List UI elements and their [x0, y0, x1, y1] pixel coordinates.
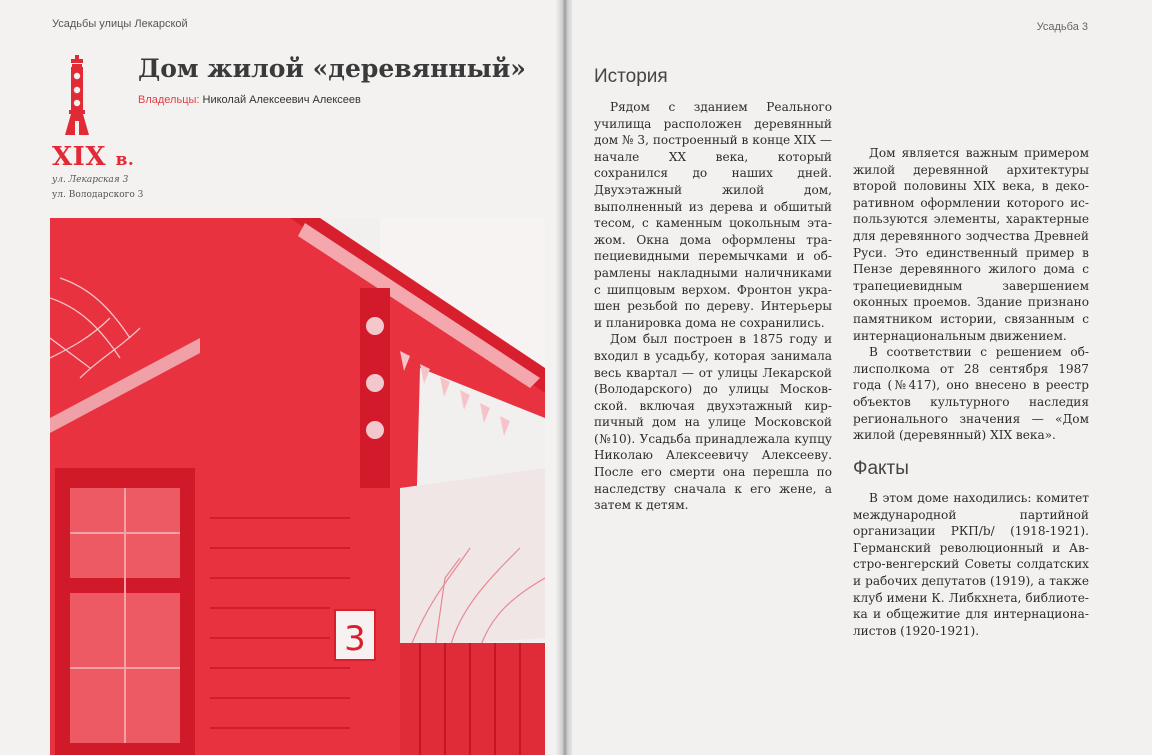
owners-value: Николай Алексеевич Алексеев	[202, 94, 361, 106]
house-number: 3	[344, 619, 366, 659]
facts-heading: Факты	[853, 458, 909, 479]
owners-line	[138, 94, 361, 106]
address-line-2: ул. Володарского 3	[52, 190, 144, 200]
history-column-2	[853, 145, 1089, 444]
history-paragraph: В соответствии с решением облисполкома от 28 сентября 1987 года (№417), оно внесено в реестр объектов культурного наследия регионального значения — «Дом жилой (деревянный) XIX века».	[853, 345, 1089, 443]
house-photo	[50, 218, 545, 755]
century-suffix: в.	[115, 150, 135, 170]
address-line-1: ул. Лекарская 3	[52, 175, 129, 185]
page-title: Дом жилой «деревянный»	[138, 54, 526, 83]
history-paragraph: Дом является важным примером жилой деревянной архитектуры второй половины XIX века, в декоративном оформлении которого используются элементы, характерные для деревянного зодчества Древней Руси. Это единственный пример в Пензе деревянного жилого дома с трапециевидным завершением оконных проемов. Здание признано памятником истории, связанным с интернациональным движением.	[853, 146, 1089, 343]
century-numeral: XIX	[52, 142, 107, 172]
running-head-left: Усадьбы улицы Лекарской	[52, 18, 188, 30]
running-head-right: Усадьба 3	[1036, 21, 1088, 33]
left-page	[0, 0, 563, 755]
history-paragraph: Дом был построен в 1875 году и входил в усадьбу, которая занимала весь квартал — от улицы Лекарской (Володарского) до улицы Московской. включая двухэтажный кирпичный дом на улице Московской (№10). Усадьба принадлежала купцу Николаю Алексеевичу Алексееву. После его смерти она перешла по наследству сначала к его жене, а затем к детям.	[594, 332, 832, 513]
right-page	[572, 0, 1152, 755]
history-paragraph: Рядом с зданием Реального училища расположен деревянный дом № 3, построенный в конце XIX — начале XX века, который сохранился до наших дней. Двухэтажный жилой дом, выполненный из дерева и обшитый тесом, с каменным цокольным этажом. Окна дома оформлены трапециевидными перемычками и обрамлены накладными наличниками с шипцовым верхом. Фронтон украшен резьбой по дереву. Интерьеры и планировка дома не сохранились.	[594, 100, 832, 330]
history-heading: История	[594, 66, 668, 87]
facts-column	[853, 490, 1089, 639]
history-column-1	[594, 99, 832, 514]
owners-label: Владельцы:	[138, 94, 200, 106]
tower-icon	[62, 55, 92, 135]
facts-paragraph: В этом доме находились: комитет международной партийной организации РКП/b/ (1918-1921). Германский революционный и Австро-венгерский Советы солдатских и рабочих депутатов (1919), а также клуб имени К. Либкхнета, библиотека и общежитие для интернационалистов (1920-1921).	[853, 491, 1089, 638]
century-label	[52, 142, 134, 172]
